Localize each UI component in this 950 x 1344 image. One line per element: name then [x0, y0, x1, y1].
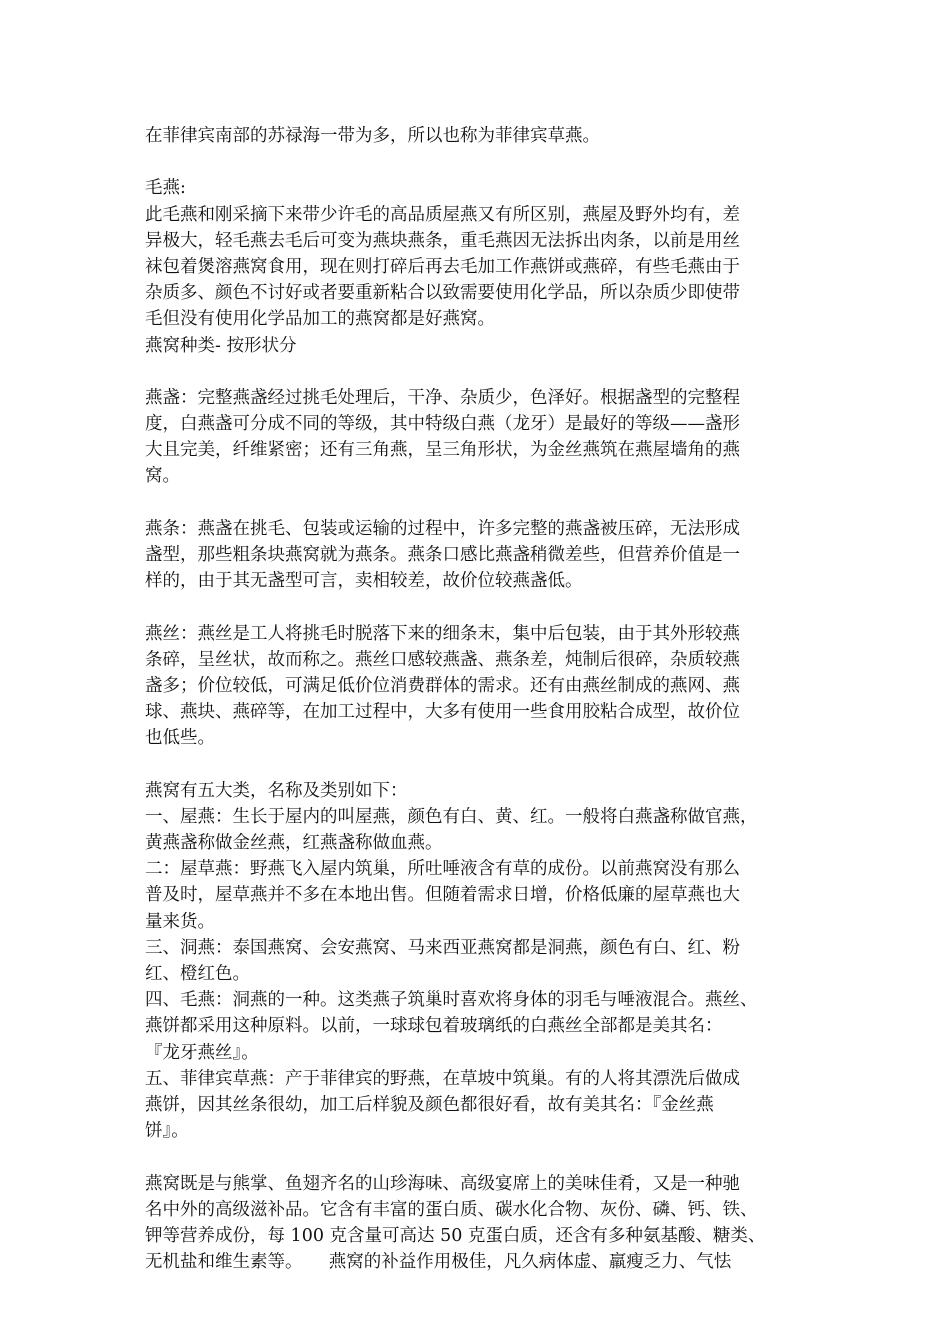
text-line: 钾等营养成份，每 100 克含量可高达 50 克蛋白质，还含有多种氨基酸、糖类、 [145, 1225, 766, 1246]
text-line: 燕饼，因其丝条很幼，加工后样貌及颜色都很好看，故有美其名：『金丝燕 [145, 1094, 714, 1115]
blank-line [145, 359, 825, 385]
blank-line [145, 149, 825, 175]
document-body [145, 123, 825, 1275]
text-line: 一、屋燕：生长于屋内的叫屋燕，颜色有白、黄、红。一般将白燕盏称做官燕， [145, 806, 758, 827]
text-line: 饼』。 [145, 1121, 189, 1142]
text-line: 三、洞燕：泰国燕窝、会安燕窝、马来西亚燕窝都是洞燕，颜色有白、红、粉 [145, 937, 740, 958]
text-line: 袜包着煲溶燕窝食用，现在则打碎后再去毛加工作燕饼或燕碎，有些毛燕由于 [145, 256, 740, 277]
text-line: 此毛燕和刚采摘下来带少许毛的高品质屋燕又有所区别，燕屋及野外均有，差 [145, 204, 740, 225]
text-line: 毛燕: [145, 178, 186, 199]
text-line: 大且完美，纤维紧密；还有三角燕，呈三角形状，为金丝燕筑在燕屋墙角的燕 [145, 440, 740, 461]
text-line: 黄燕盏称做金丝燕，红燕盏称做血燕。 [145, 833, 443, 854]
text-line: 燕盏：完整燕盏经过挑毛处理后，干净、杂质少，色泽好。根据盏型的完整程 [145, 387, 740, 408]
text-line: 燕窝种类- 按形状分 [145, 335, 297, 356]
text-line: 燕窝有五大类，名称及类别如下： [145, 780, 408, 801]
text-line: 名中外的高级滋补品。它含有丰富的蛋白质、碳水化合物、灰份、磷、钙、铁、 [145, 1199, 758, 1220]
text-line: 球、燕块、燕碎等，在加工过程中，大多有使用一些食用胶粘合成型，故价位 [145, 702, 740, 723]
blank-line [145, 752, 825, 778]
text-line: 普及时，屋草燕并不多在本地出售。但随着需求日增，价格低廉的屋草燕也大 [145, 885, 740, 906]
text-line: 度，白燕盏可分成不同的等级，其中特级白燕（龙牙）是最好的等级——盏形 [145, 414, 740, 435]
text-line: 燕饼都采用这种原料。以前，一球球包着玻璃纸的白燕丝全部都是美其名： [145, 1016, 723, 1037]
text-line: 燕窝既是与熊掌、鱼翅齐名的山珍海味、高级宴席上的美味佳肴，又是一种驰 [145, 1173, 740, 1194]
text-line: 异极大，轻毛燕去毛后可变为燕块燕条，重毛燕因无法拆出肉条，以前是用丝 [145, 230, 740, 251]
text-line: 窝。 [145, 466, 180, 487]
text-line: 盏多；价位较低，可满足低价位消费群体的需求。还有由燕丝制成的燕网、燕 [145, 675, 740, 696]
text-line: 条碎，呈丝状，故而称之。燕丝口感较燕盏、燕条差，炖制后很碎，杂质较燕 [145, 649, 740, 670]
blank-line [145, 490, 825, 516]
text-line: 量来货。 [145, 911, 215, 932]
text-line: 二：屋草燕：野燕飞入屋内筑巢，所吐唾液含有草的成份。以前燕窝没有那么 [145, 859, 740, 880]
text-line: 盏型，那些粗条块燕窝就为燕条。燕条口感比燕盏稍微差些，但营养价值是一 [145, 545, 740, 565]
text-line: 燕丝：燕丝是工人将挑毛时脱落下来的细条末，集中后包装，由于其外形较燕 [145, 623, 740, 644]
text-line: 无机盐和维生素等。 燕窝的补益作用极佳，凡久病体虚、羸瘦乏力、气怯 [145, 1252, 732, 1273]
text-line: 燕条：燕盏在挑毛、包装或运输的过程中，许多完整的燕盏被压碎，无法形成 [145, 518, 740, 539]
blank-line [145, 594, 825, 620]
blank-line [145, 1144, 825, 1170]
text-line: 四、毛燕：洞燕的一种。这类燕子筑巢时喜欢将身体的羽毛与唾液混合。燕丝、 [145, 990, 758, 1011]
text-line: 『龙牙燕丝』。 [145, 1042, 259, 1063]
text-line: 毛但没有使用化学品加工的燕窝都是好燕窝。 [145, 309, 495, 330]
text-line: 样的，由于其无盏型可言，卖相较差，故价位较燕盏低。 [145, 571, 583, 592]
text-line: 红、橙红色。 [145, 964, 250, 984]
text-line: 五、菲律宾草燕：产于菲律宾的野燕，在草坡中筑巢。有的人将其漂洗后做成 [145, 1068, 740, 1089]
text-line: 杂质多、颜色不讨好或者要重新粘合以致需要使用化学品，所以杂质少即使带 [145, 283, 740, 304]
text-line: 在菲律宾南部的苏禄海一带为多，所以也称为菲律宾草燕。 [145, 126, 600, 146]
text-line: 也低些。 [145, 728, 215, 749]
